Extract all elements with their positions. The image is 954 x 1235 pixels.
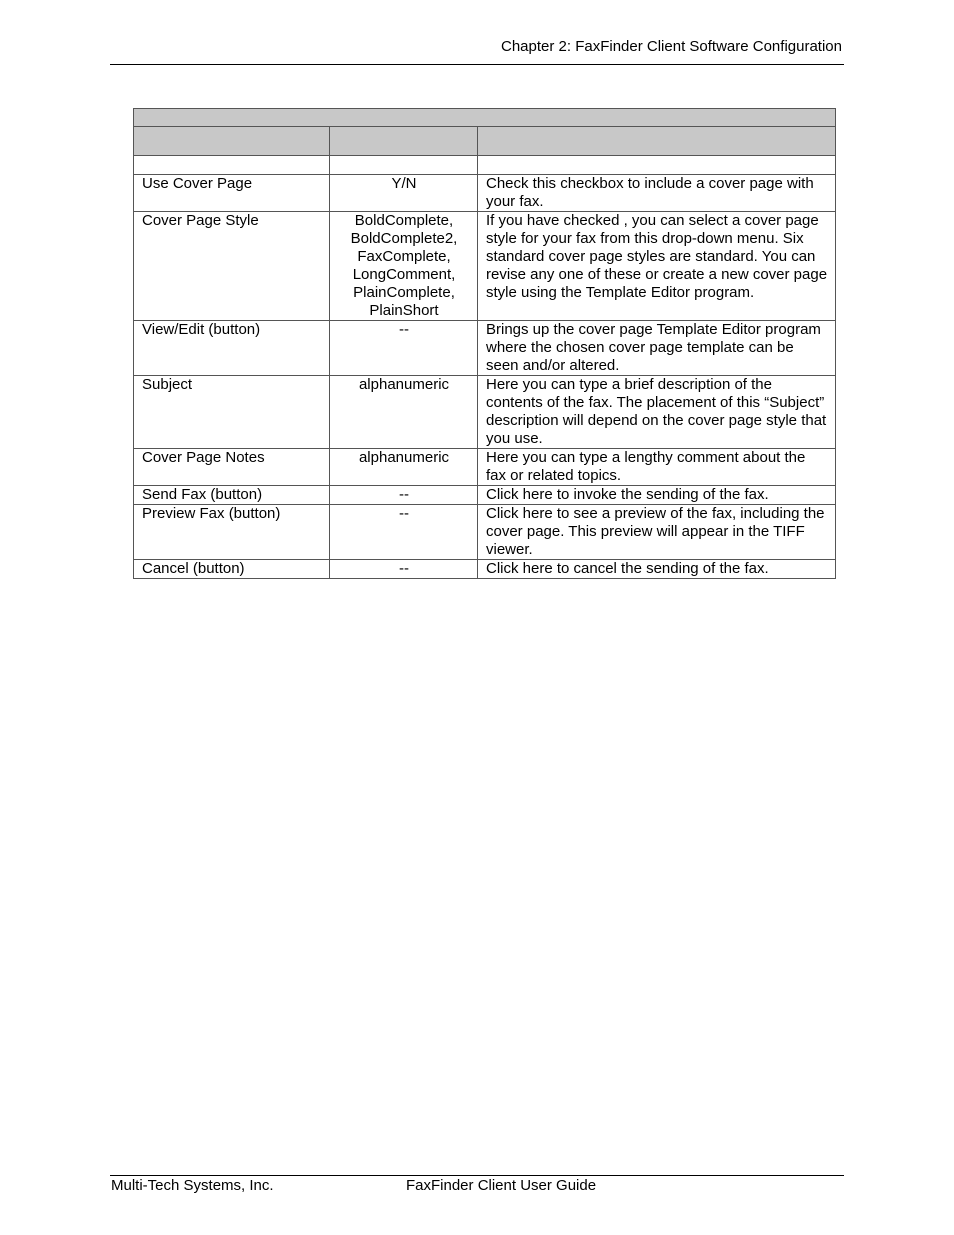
table-row	[134, 321, 836, 376]
section-cell	[134, 156, 330, 175]
field-values-cell: Y/N	[330, 175, 478, 212]
field-name-cell: Subject	[134, 376, 330, 449]
section-cell	[330, 156, 478, 175]
field-description-cell: If you have checked , you can select a cover page style for your fax from this drop-down menu. Six standard cover page styles are standard. You can revise any one of these or create a new cover page style using the Template Editor program.	[478, 212, 836, 321]
field-description-cell: Here you can type a brief description of the contents of the fax. The placement of this “Subject” description will depend on the cover page style that you use.	[478, 376, 836, 449]
chapter-header: Chapter 2: FaxFinder Client Software Configuration	[500, 38, 842, 55]
field-description-cell: Brings up the cover page Template Editor program where the chosen cover page template can be seen and/or altered.	[478, 321, 836, 376]
field-name-cell: Cover Page Style	[134, 212, 330, 321]
value-option: PlainShort	[369, 302, 439, 319]
field-definitions-table	[133, 108, 836, 579]
footer-company: Multi-Tech Systems, Inc.	[111, 1177, 274, 1194]
value-option: BoldComplete,	[354, 212, 454, 229]
header-divider	[110, 64, 844, 65]
footer-guide-title: FaxFinder Client User Guide	[406, 1177, 597, 1194]
table-title	[134, 109, 836, 127]
table-section-row	[134, 156, 836, 175]
table-row	[134, 212, 836, 321]
table-row	[134, 175, 836, 212]
section-cell	[478, 156, 836, 175]
field-values-cell: alphanumeric	[330, 376, 478, 449]
value-option: BoldComplete2,	[350, 230, 458, 247]
table-header-row	[134, 127, 836, 156]
table-row	[134, 505, 836, 560]
table-row	[134, 560, 836, 579]
value-option: PlainComplete,	[353, 284, 455, 301]
column-header-description	[478, 127, 836, 156]
field-name-cell: Preview Fax (button)	[134, 505, 330, 560]
field-description-cell: Click here to invoke the sending of the fax.	[478, 486, 836, 505]
field-values-cell: alphanumeric	[330, 449, 478, 486]
field-values-cell	[330, 212, 478, 321]
field-name-cell: View/Edit (button)	[134, 321, 330, 376]
table-row	[134, 486, 836, 505]
field-description-cell: Check this checkbox to include a cover page with your fax.	[478, 175, 836, 212]
field-values-cell: --	[330, 321, 478, 376]
column-header-field	[134, 127, 330, 156]
column-header-values	[330, 127, 478, 156]
table-row	[134, 376, 836, 449]
field-name-cell: Cover Page Notes	[134, 449, 330, 486]
footer-divider	[110, 1175, 844, 1176]
field-values-cell: --	[330, 560, 478, 579]
table-title-row	[134, 109, 836, 127]
field-name-cell: Use Cover Page	[134, 175, 330, 212]
value-option: FaxComplete,	[357, 248, 451, 265]
table-row	[134, 449, 836, 486]
field-name-cell: Cancel (button)	[134, 560, 330, 579]
field-values-cell: --	[330, 505, 478, 560]
field-description-cell: Click here to see a preview of the fax, including the cover page. This preview will appear in the TIFF viewer.	[478, 505, 836, 560]
value-option: LongComment,	[352, 266, 456, 283]
field-name-cell: Send Fax (button)	[134, 486, 330, 505]
field-values-cell: --	[330, 486, 478, 505]
field-description-cell: Here you can type a lengthy comment about the fax or related topics.	[478, 449, 836, 486]
field-description-cell: Click here to cancel the sending of the fax.	[478, 560, 836, 579]
